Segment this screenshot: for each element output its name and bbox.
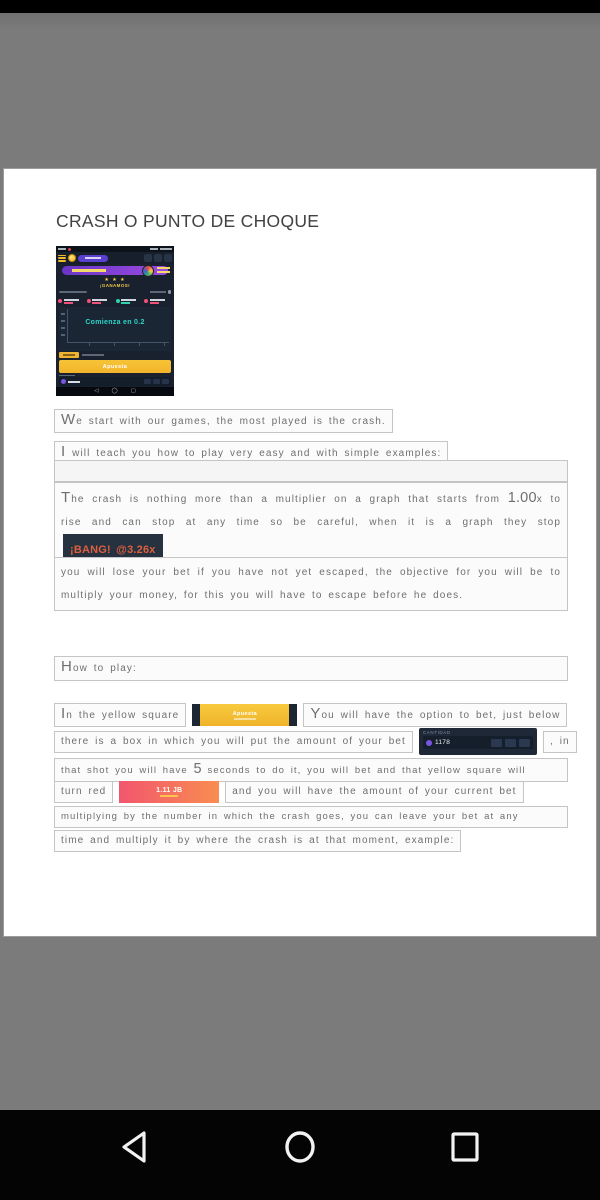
double-button-blur — [505, 739, 516, 747]
crash-multiplier-start: 1.00 — [507, 490, 537, 506]
escape-image-label: 1.11 JB — [156, 787, 183, 794]
gear-icon — [168, 290, 172, 294]
how-to-play-heading — [54, 656, 568, 681]
countdown-text: Comienza en 0.2 — [85, 319, 145, 326]
amount-area — [56, 374, 174, 387]
instruction-row-3 — [54, 758, 568, 782]
back-icon — [124, 1133, 144, 1161]
back-button[interactable] — [118, 1128, 152, 1166]
promo-banner — [58, 265, 172, 277]
hamburger-menu-icon — [58, 255, 66, 262]
lose-text: you will lose your bet if you have not yet escaped, the objective for you will be to multiply your money, for this you will have to escape before he does. — [61, 567, 567, 601]
header-button-3 — [164, 254, 172, 262]
amount-value-blur — [68, 381, 80, 383]
empty-overlay-box — [54, 460, 568, 482]
thumb-back-icon: ◁ — [94, 388, 99, 394]
balance-pill — [78, 255, 108, 262]
auto-tab-blur — [82, 354, 104, 356]
max-button-blur — [519, 739, 530, 747]
clock-text-blur — [150, 248, 158, 250]
amount-field — [59, 377, 171, 386]
row4-text-b: and you will have the amount of your current bet — [225, 781, 523, 803]
crash-text-b: x to rise and can stop at any time so be careful, when it is a graph they stop — [61, 494, 567, 528]
amount-image-label: CANTIDAD — [422, 730, 451, 735]
row2-text-a: there is a box in which you will put the amount of your bet — [54, 731, 413, 753]
graph-y-axis — [67, 309, 68, 343]
x-tick — [139, 343, 140, 346]
header-button-2 — [154, 254, 162, 262]
x-tick — [114, 343, 115, 346]
bet-mode-tabs — [56, 351, 174, 359]
history-label-blur — [59, 291, 87, 293]
carrier-text-blur — [58, 248, 66, 250]
row6-text: time and multiply it by where the crash is at that moment, example: — [61, 835, 455, 846]
history-chip — [58, 295, 86, 307]
instruction-row-1 — [54, 703, 567, 727]
max-button — [162, 379, 169, 384]
amount-image-value: 1178 — [434, 739, 451, 746]
home-icon — [287, 1133, 313, 1161]
status-bar — [0, 0, 600, 13]
bang-result-image: ¡BANG! @3.26x — [63, 534, 163, 567]
android-nav-bar — [0, 1110, 600, 1200]
graph-x-axis — [67, 342, 169, 343]
paragraph-start — [54, 409, 393, 433]
home-button[interactable] — [283, 1128, 317, 1166]
half-button — [144, 379, 151, 384]
bet-history-row — [56, 295, 174, 307]
paragraph-start-text: We start with our games, the most played is the crash. — [54, 409, 393, 433]
bet-image-button — [200, 704, 289, 726]
bet-button-area — [56, 359, 174, 374]
instruction-row-5 — [54, 806, 568, 828]
paragraph-teach-text: I will teach you how to play very easy and with simple examples: — [54, 441, 448, 465]
thumb-recents-icon: ▢ — [130, 388, 136, 394]
thumb-home-icon: ◯ — [111, 388, 118, 394]
history-chip — [144, 295, 172, 307]
document-page — [3, 168, 597, 937]
stars-icon: ★ ★ ★ — [104, 277, 126, 283]
instruction-row-4 — [54, 781, 524, 803]
row2-text-b: , in — [543, 731, 577, 753]
page-title: CRASH O PUNTO DE CHOQUE — [56, 211, 320, 231]
thumb-android-nav — [56, 387, 174, 396]
bet-button — [59, 360, 171, 373]
bet-image-label: Apuesta — [232, 710, 258, 717]
y-tick-label — [61, 313, 65, 315]
crash-graph — [59, 307, 171, 351]
thumb-app-header — [56, 252, 174, 264]
embedded-app-screenshot[interactable] — [56, 246, 174, 396]
coin-icon — [61, 379, 66, 384]
paragraph-lose — [54, 557, 568, 611]
bet-image-subtext-blur — [234, 718, 256, 720]
row5-text: multiplying by the number in which the crash goes, you can leave your bet at any — [61, 811, 519, 822]
row3-text-b: seconds to do it, you will bet and that yellow square will — [201, 765, 526, 776]
amount-image-field — [423, 736, 533, 749]
y-tick-label — [61, 334, 65, 336]
y-tick-label — [61, 327, 65, 329]
amount-label-blur — [59, 375, 75, 377]
bet-button-label: Apuesta — [102, 363, 128, 370]
bonus-text-blur — [157, 267, 170, 273]
header-button-1 — [144, 254, 152, 262]
escape-image-subtext-blur — [160, 795, 178, 797]
yellow-bet-button-image — [192, 704, 297, 726]
provably-fair-blur — [150, 291, 166, 293]
how-to-play-text: How to play: — [61, 658, 137, 675]
notification-dot — [68, 248, 71, 251]
bet-image-left-edge — [192, 704, 200, 726]
win-banner-text: ¡GANAMOS! — [99, 283, 131, 288]
manual-tab — [59, 352, 79, 358]
history-chip — [116, 295, 144, 307]
half-button-blur — [491, 739, 502, 747]
row3-seconds-number: 5 — [193, 761, 202, 777]
amount-input-image — [419, 728, 537, 755]
bet-image-right-edge — [289, 704, 297, 726]
history-chip — [87, 295, 115, 307]
double-button — [153, 379, 160, 384]
row1-text-b: You will have the option to bet, just below — [303, 703, 567, 727]
row1-text-a: In the yellow square — [54, 703, 186, 727]
row3-text-a: that shot you will have — [61, 765, 194, 776]
recents-button[interactable] — [448, 1128, 482, 1166]
row4-text-a: turn red — [54, 781, 113, 803]
crash-text-a: The crash is nothing more than a multiplier on a graph that starts from — [61, 489, 508, 506]
red-escape-button-image — [119, 781, 219, 803]
win-banner — [56, 278, 174, 289]
x-tick — [89, 343, 90, 346]
battery-icon — [160, 248, 172, 250]
bonus-wheel-icon — [142, 265, 154, 277]
recents-icon — [453, 1134, 477, 1160]
coin-logo-icon — [68, 254, 76, 262]
instruction-row-2 — [54, 728, 577, 755]
instruction-row-6 — [54, 830, 461, 852]
amount-coin-icon — [426, 740, 432, 746]
x-tick — [164, 343, 165, 346]
